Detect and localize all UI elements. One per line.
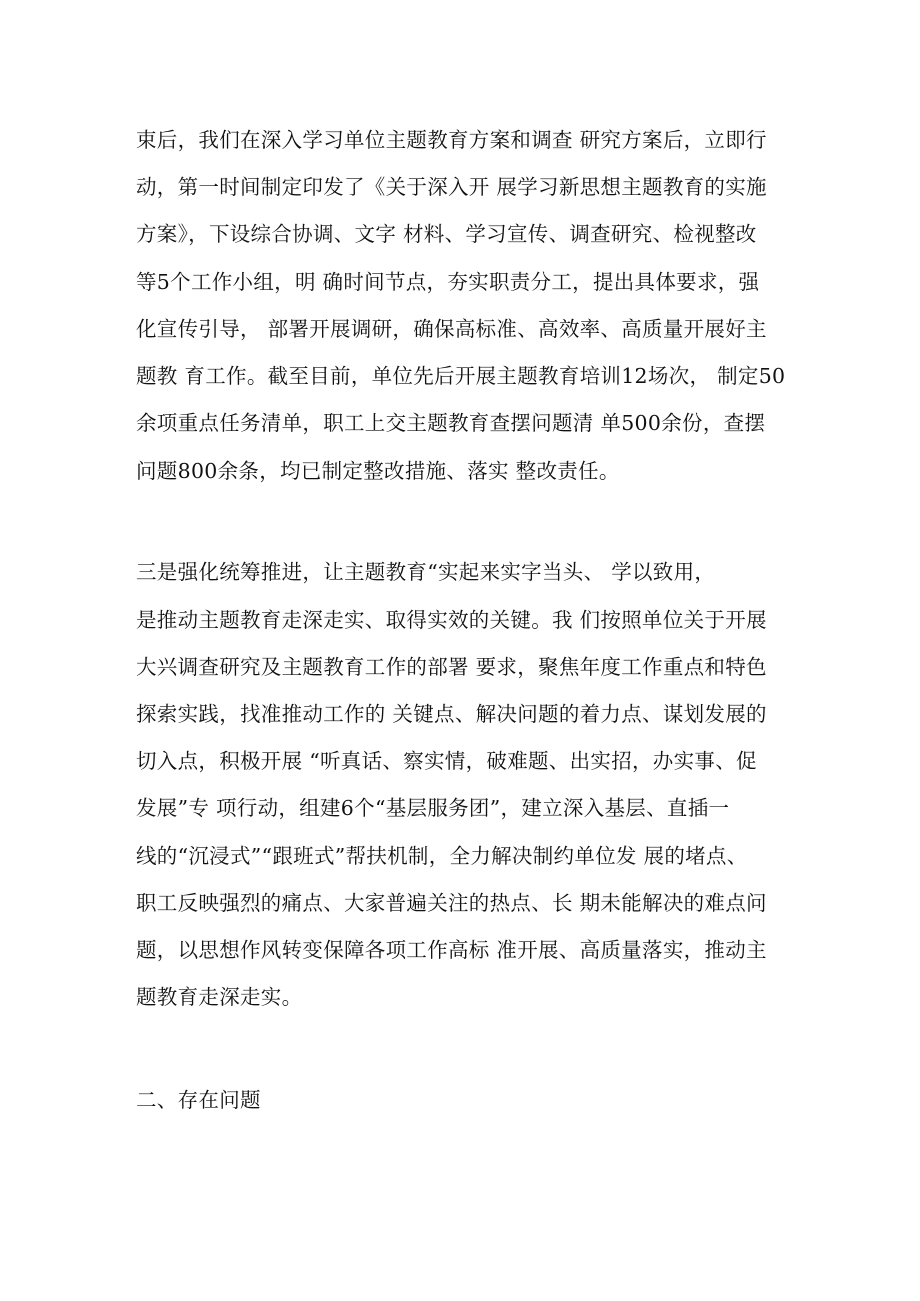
paragraph1-line-8: 问题800余条，均已制定整改措施、落实 整改责任。 — [136, 459, 620, 483]
paragraph2-line-10: 题教育走深走实。 — [136, 985, 303, 1009]
paragraph2-line-7: 线的“沉浸式”“跟班式”帮扶机制，全力解决制约单位发 展的堵点、 — [136, 844, 748, 868]
paragraph1-line-5: 化宣传引导， 部署开展调研，确保高标准、高效率、高质量开展好主 — [136, 317, 767, 341]
paragraph2-line-1: 三是强化统筹推进，让主题教育“实起来实字当头、 学以致用， — [136, 560, 716, 584]
paragraph1-line-3: 方案》，下设综合协调、文字 材料、学习宣传、调查研究、检视整改 — [136, 222, 757, 246]
paragraph1-line-1: 束后，我们在深入学习单位主题教育方案和调查 研究方案后，立即行 — [136, 128, 767, 152]
paragraph2-line-8: 职工反映强烈的痛点、大家普遍关注的热点、长 期未能解决的难点问 — [136, 891, 767, 915]
paragraph1-line-4: 等5个工作小组，明 确时间节点，夯实职责分工，提出具体要求，强 — [136, 270, 760, 294]
paragraph2-line-3: 大兴调查研究及主题教育工作的部署 要求，聚焦年度工作重点和特色 — [136, 655, 767, 679]
paragraph1-line-2: 动，第一时间制定印发了《关于深入开 展学习新思想主题教育的实施 — [136, 175, 767, 199]
paragraph2-line-2: 是推动主题教育走深走实、取得实效的关键。我 们按照单位关于开展 — [136, 608, 767, 632]
paragraph2-line-6: 发展”专 项行动，组建6个“基层服务团”，建立深入基层、直插一 — [136, 796, 730, 820]
paragraph2-line-9: 题，以思想作风转变保障各项工作高标 准开展、高质量落实，推动主 — [136, 938, 767, 962]
paragraph1-line-6: 题教 育工作。截至目前，单位先后开展主题教育培训12场次， 制定50 — [136, 364, 786, 388]
paragraph2-line-4: 探索实践，找准推动工作的 关键点、解决问题的着力点、谋划发展的 — [136, 702, 767, 726]
section-heading: 二、存在问题 — [136, 1088, 261, 1112]
paragraph2-line-5: 切入点，积极开展 “听真话、察实情，破难题、出实招，办实事、促 — [136, 749, 757, 773]
paragraph1-line-7: 余项重点任务清单，职工上交主题教育查摆问题清 单500余份，查摆 — [136, 411, 766, 435]
